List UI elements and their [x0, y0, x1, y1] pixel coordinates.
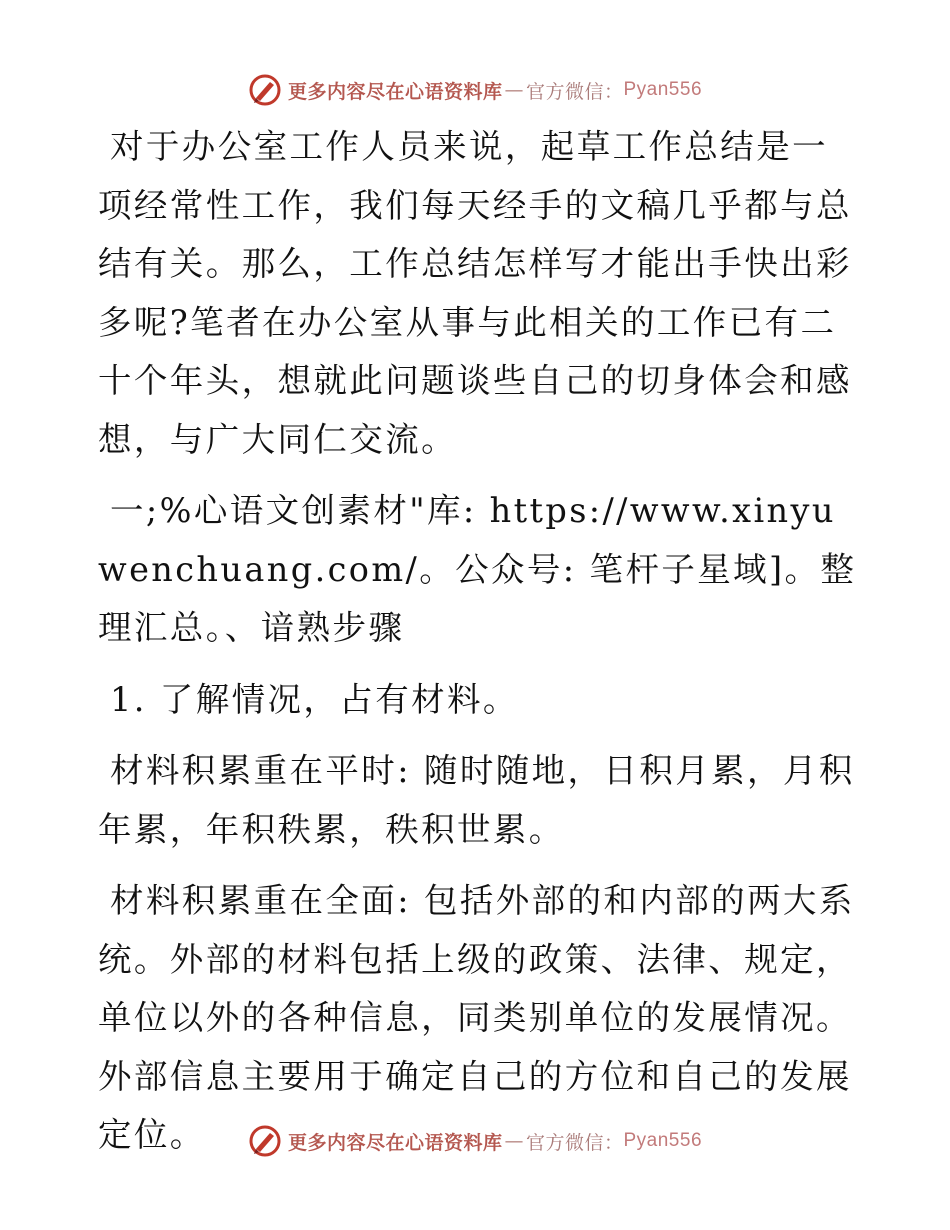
paragraph-step-1-text: 1. 了解情况，占有材料。 — [110, 679, 519, 719]
watermark-handle: Pyan556 — [623, 1130, 703, 1151]
header-watermark — [0, 70, 950, 110]
paragraph-material-comprehensive-text: 材料积累重在全面: 包括外部的和内部的两大系统。外部的材料包括上级的政策、法律、规定，单位以外的各种信息，同类别单位的发展情况。外部信息主要用于确定自己的方位和自己的发展定位。 — [98, 881, 855, 1154]
watermark-wechat-label: 官方微信： — [525, 80, 624, 103]
paragraph-intro — [98, 118, 858, 469]
paragraph-section-heading-text: 一;%心语文创素材"库: https://www.xinyuwenchuang.com/。公众号: 笔杆子星域]。整理汇总。、谙熟步骤 — [98, 491, 857, 647]
watermark-brand: 更多内容尽在心语资料库 — [287, 1131, 503, 1154]
paragraph-section-heading — [98, 482, 858, 658]
paragraph-step-1 — [98, 671, 858, 730]
pen-logo-icon — [248, 73, 282, 107]
watermark-wechat-label: 官方微信： — [525, 1131, 624, 1154]
watermark-separator: — — [504, 1130, 524, 1152]
paragraph-material-daily-text: 材料积累重在平时: 随时随地，日积月累，月积年累，年积秩累，秩积世累。 — [98, 751, 855, 849]
paragraph-intro-text: 对于办公室工作人员来说，起草工作总结是一项经常性工作，我们每天经手的文稿几乎都与总结有关。那么，工作总结怎样写才能出手快出彩多呢?笔者在办公室从事与此相关的工作已有二十个年头，想就此问题谈些自己的切身体会和感想，与广大同仁交流。 — [98, 127, 852, 459]
footer-watermark — [0, 1121, 950, 1161]
paragraph-material-daily — [98, 742, 858, 859]
document-body — [98, 118, 858, 1178]
watermark-handle: Pyan556 — [623, 79, 703, 100]
watermark-separator: — — [504, 79, 524, 101]
watermark-brand: 更多内容尽在心语资料库 — [287, 80, 503, 103]
pen-logo-icon — [248, 1124, 282, 1158]
